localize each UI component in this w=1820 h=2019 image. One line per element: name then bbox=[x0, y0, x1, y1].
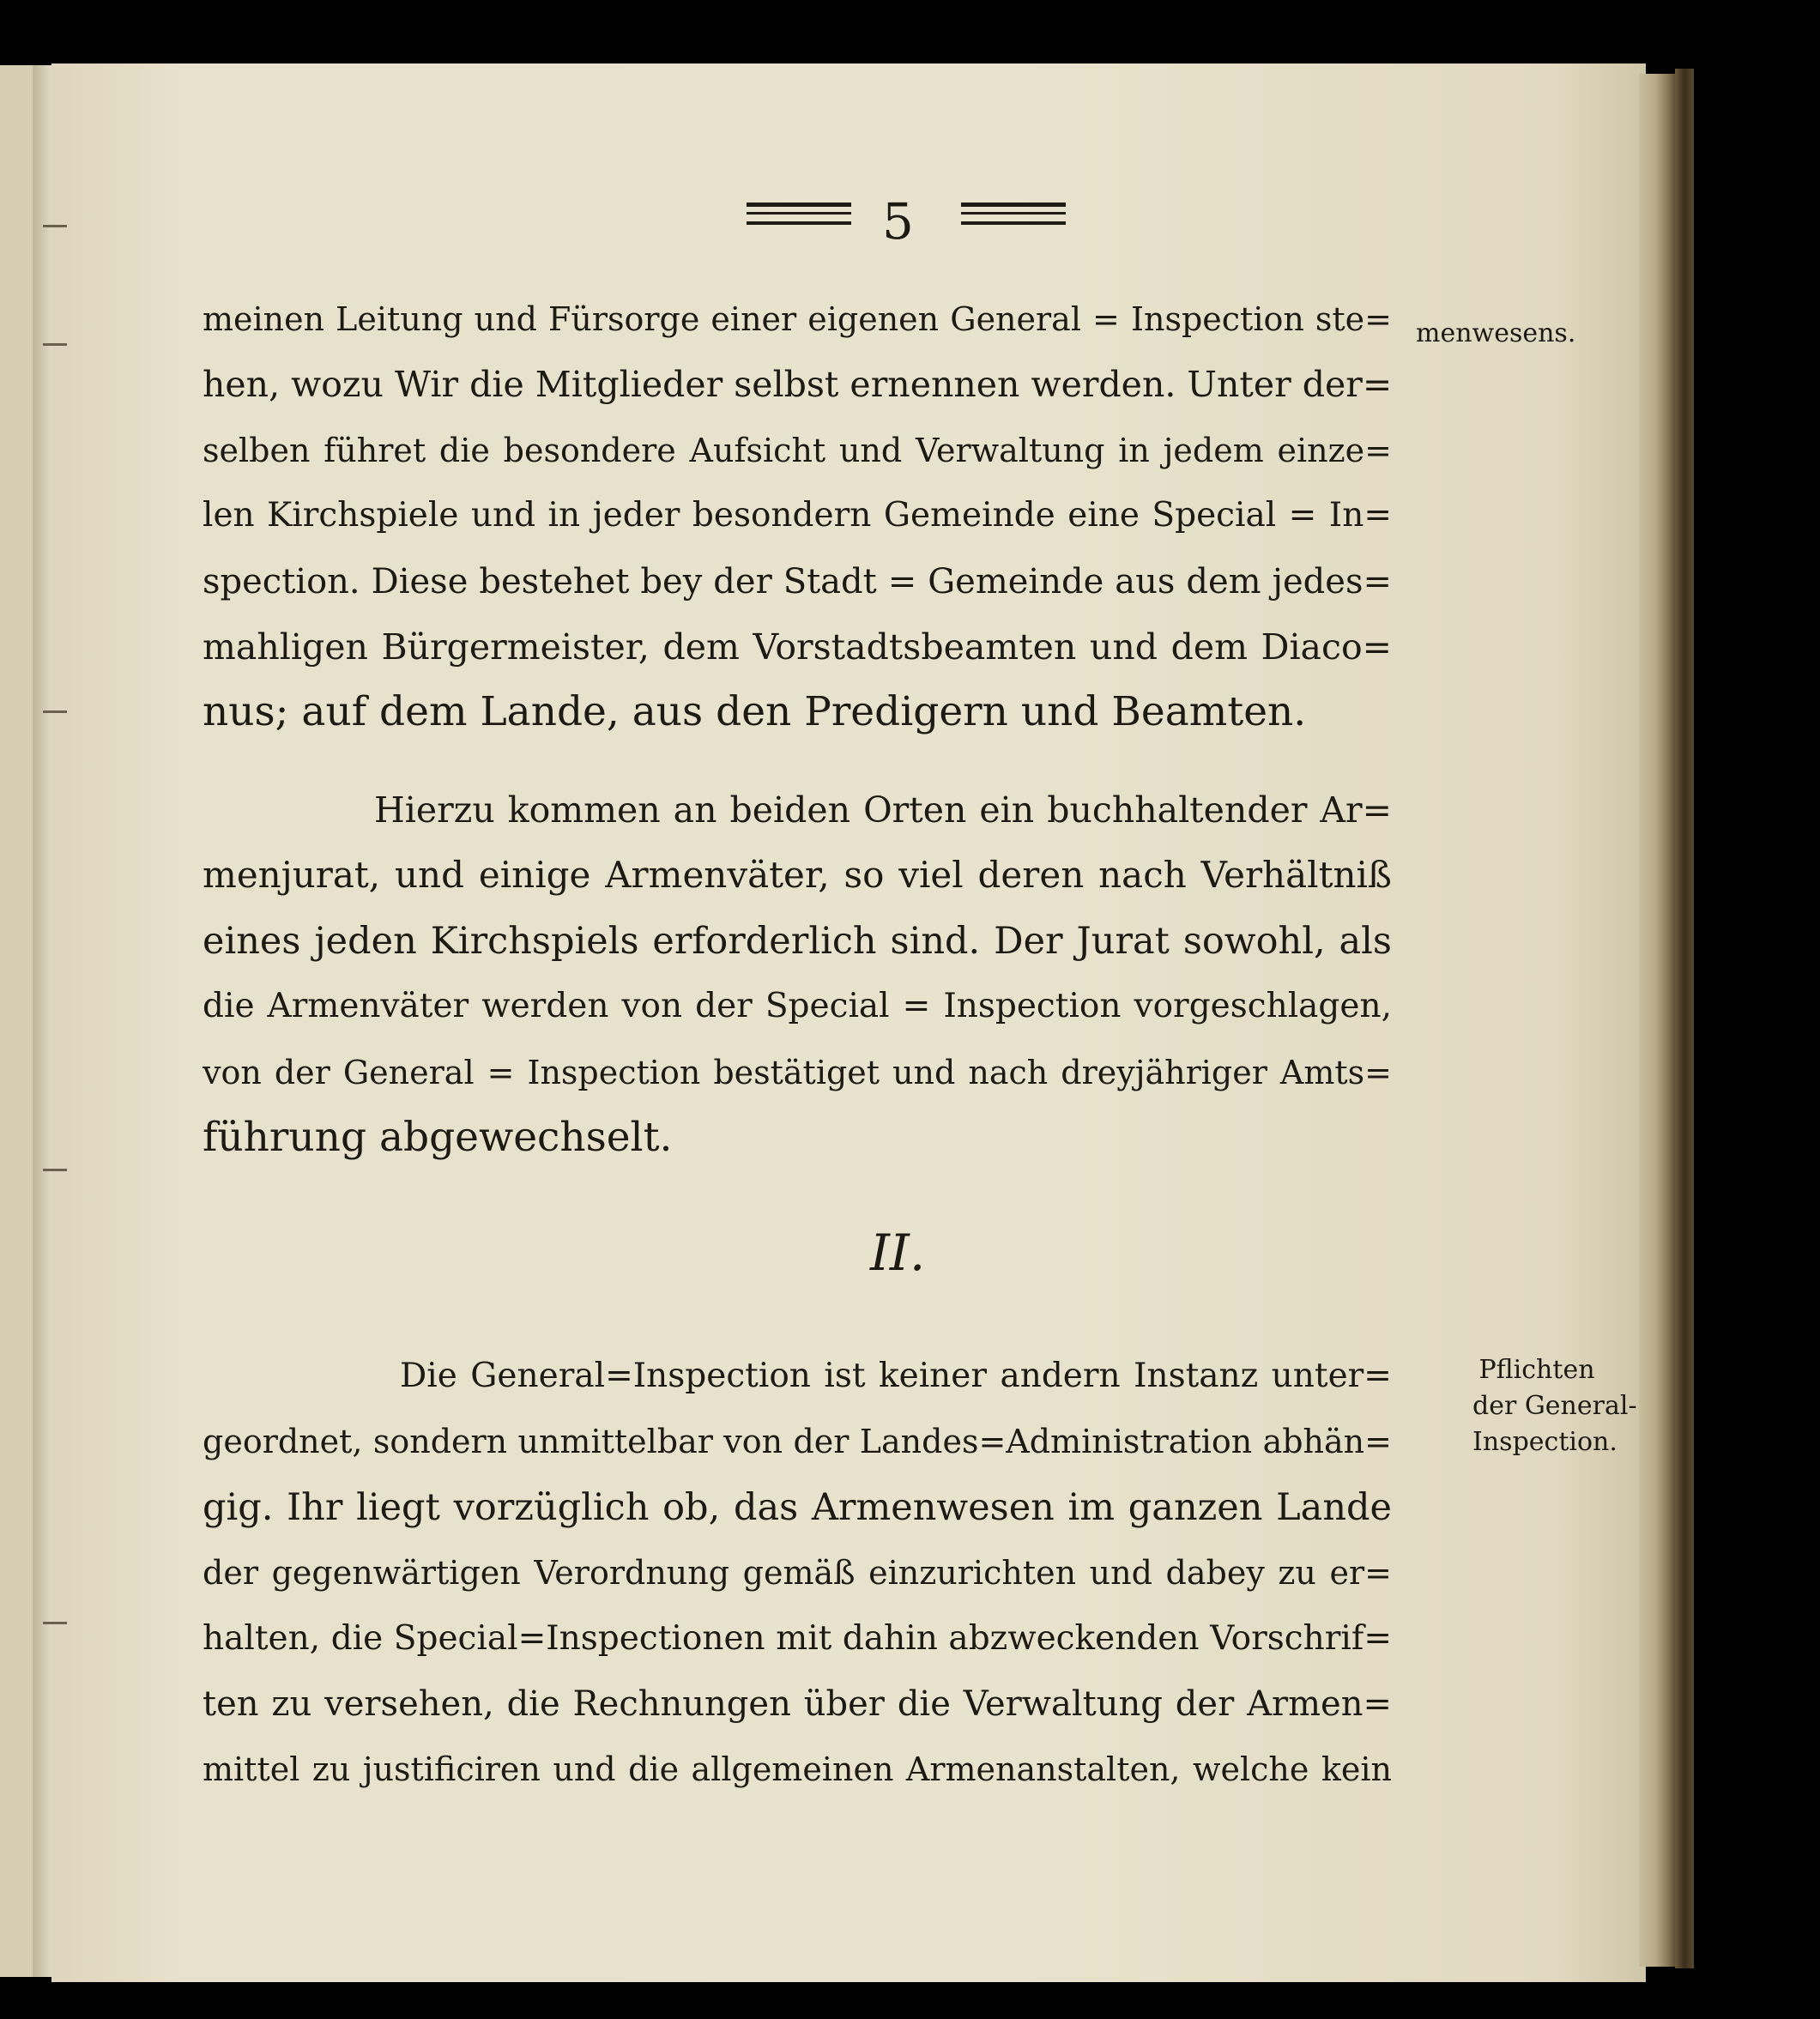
binding-stitch bbox=[43, 1169, 67, 1171]
page-block-edge bbox=[1639, 74, 1678, 1967]
text-line: mahligen Bürgermeister, dem Vorstadtsbeamten und dem Diaco= bbox=[203, 626, 1392, 668]
book-cover-edge bbox=[1675, 69, 1694, 1968]
text-line: gig. Ihr liegt vorzüglich ob, das Armenwesen im ganzen Lande bbox=[203, 1485, 1392, 1529]
text-line: nus; auf dem Lande, aus den Predigern und Beamten. bbox=[203, 688, 1307, 736]
margin-note-line: der General- bbox=[1472, 1391, 1637, 1421]
text-line: Die General=Inspection ist keiner andern Instanz unter= bbox=[400, 1357, 1392, 1395]
margin-note-line: Pflichten bbox=[1478, 1355, 1595, 1385]
page-number: 5 bbox=[882, 192, 914, 251]
text-line: von der General = Inspection bestätiget und nach dreyjähriger Amts= bbox=[203, 1053, 1392, 1091]
text-line: meinen Leitung und Fürsorge einer eigenen General = Inspection ste= bbox=[203, 300, 1392, 338]
text-line: Hierzu kommen an beiden Orten ein buchhaltender Ar= bbox=[374, 789, 1392, 831]
text-line: selben führet die besondere Aufsicht und Verwaltung in jedem einze= bbox=[203, 431, 1392, 469]
paragraph-3 bbox=[203, 1344, 1392, 1803]
binding-stitch bbox=[43, 225, 67, 227]
binding-stitch bbox=[43, 710, 67, 713]
text-line: eines jeden Kirchspiels erforderlich sind. Der Jurat sowohl, als bbox=[203, 919, 1392, 963]
margin-note-line: Inspection. bbox=[1472, 1427, 1617, 1457]
paragraph-1 bbox=[203, 287, 1392, 746]
text-line: len Kirchspiele und in jeder besondern Gemeinde eine Special = In= bbox=[203, 496, 1392, 535]
margin-note-top: menwesens. bbox=[1416, 318, 1576, 348]
text-line: ten zu versehen, die Rechnungen über die Verwaltung der Armen= bbox=[203, 1684, 1392, 1724]
text-line: halten, die Special=Inspectionen mit dahin abzweckenden Vorschrif= bbox=[203, 1618, 1392, 1658]
header-rule-left bbox=[747, 203, 851, 225]
paragraph-2 bbox=[203, 777, 1392, 1170]
book-gutter bbox=[33, 65, 53, 1977]
section-heading: II. bbox=[870, 1224, 926, 1282]
text-line: menjurat, und einige Armenväter, so viel deren nach Verhältniß bbox=[203, 854, 1392, 897]
text-line: der gegenwärtigen Verordnung gemäß einzurichten und dabey zu er= bbox=[203, 1554, 1392, 1593]
margin-note-section bbox=[1472, 1352, 1637, 1460]
text-line: spection. Diese bestehet bey der Stadt = Gemeinde aus dem jedes= bbox=[203, 561, 1392, 601]
text-line: führung abgewechselt. bbox=[203, 1113, 673, 1161]
binding-stitch bbox=[43, 1622, 67, 1624]
binding-stitch bbox=[43, 343, 67, 346]
header-rule-right bbox=[961, 203, 1066, 225]
text-line: die Armenväter werden von der Special = Inspection vorgeschlagen, bbox=[203, 987, 1392, 1026]
text-line: geordnet, sondern unmittelbar von der Landes=Administration abhän= bbox=[203, 1423, 1392, 1461]
text-line: mittel zu justificiren und die allgemeinen Armenanstalten, welche kein bbox=[203, 1750, 1392, 1789]
text-line: hen, wozu Wir die Mitglieder selbst ernennen werden. Unter der= bbox=[203, 364, 1393, 406]
